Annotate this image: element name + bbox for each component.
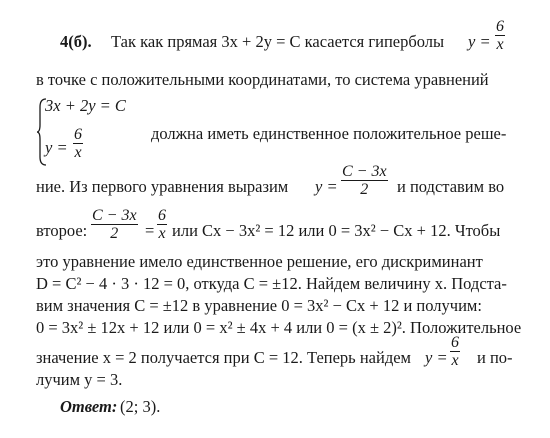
line-5-fraction-1 xyxy=(90,207,139,242)
line-6-text: это уравнение имело единственное решение, его дискриминант xyxy=(36,252,483,271)
fraction-denominator: x xyxy=(158,225,166,242)
line-1-text: Так как прямая 3x + 2y = C касается гиперболы xyxy=(111,32,445,51)
answer-value: (2; 3). xyxy=(120,397,161,416)
line-5-text-a: второе: xyxy=(36,221,88,240)
fraction-denominator: 2 xyxy=(110,225,119,242)
fraction-denominator: x xyxy=(451,352,459,369)
line-3-text: должна иметь единственное положительное реше- xyxy=(151,124,507,143)
fraction-denominator: x xyxy=(496,36,504,53)
problem-number: 4(б). xyxy=(60,32,92,51)
line-10-text-a: значение x = 2 получается при C = 12. Теперь найдем xyxy=(36,348,411,367)
line-2-text: в точке с положительными координатами, то система уравнений xyxy=(36,70,489,89)
line-5-fraction-2 xyxy=(156,207,168,242)
line-4-text-b: и подставим во xyxy=(397,177,505,196)
fraction-numerator: C − 3x xyxy=(342,163,387,180)
line-4-fraction xyxy=(340,163,389,198)
fraction-numerator: 6 xyxy=(496,18,504,35)
hyperbola-lhs: y = xyxy=(468,32,491,51)
system-equation-2-lhs: y = xyxy=(45,138,68,157)
fraction-numerator: 6 xyxy=(158,207,166,224)
text-line-2 xyxy=(36,68,550,92)
line-4-lhs: y = xyxy=(315,177,338,196)
line-8-text: вим значения C = ±12 в уравнение 0 = 3x² − Cx + 12 и получим: xyxy=(36,296,482,315)
fraction-denominator: 2 xyxy=(360,181,369,198)
line-10-lhs: y = xyxy=(425,348,448,367)
system-equation-1: 3x + 2y = C xyxy=(45,96,126,115)
hyperbola-fraction xyxy=(494,18,506,53)
line-11-text: лучим y = 3. xyxy=(36,370,123,389)
system-fraction xyxy=(72,126,84,161)
fraction-numerator: 6 xyxy=(451,334,459,351)
line-10-fraction xyxy=(449,334,461,369)
line-9-text: 0 = 3x² ± 12x + 12 или 0 = x² ± 4x + 4 или 0 = (x ± 2)². Положительное xyxy=(36,318,522,337)
line-10-text-b: и по- xyxy=(477,348,513,367)
fraction-numerator: 6 xyxy=(74,126,82,143)
line-7-text: D = C² − 4 · 3 · 12 = 0, откуда C = ±12. Найдем величину x. Подста- xyxy=(36,274,507,293)
fraction-denominator: x xyxy=(74,144,82,161)
line-5-text-b: или Cx − 3x² = 12 или 0 = 3x² − Cx + 12. Чтобы xyxy=(172,221,501,240)
line-4-text-a: ние. Из первого уравнения выразим xyxy=(36,177,289,196)
line-5-equals: = xyxy=(145,221,155,240)
answer-label: Ответ: xyxy=(60,397,118,416)
fraction-numerator: C − 3x xyxy=(92,207,137,224)
